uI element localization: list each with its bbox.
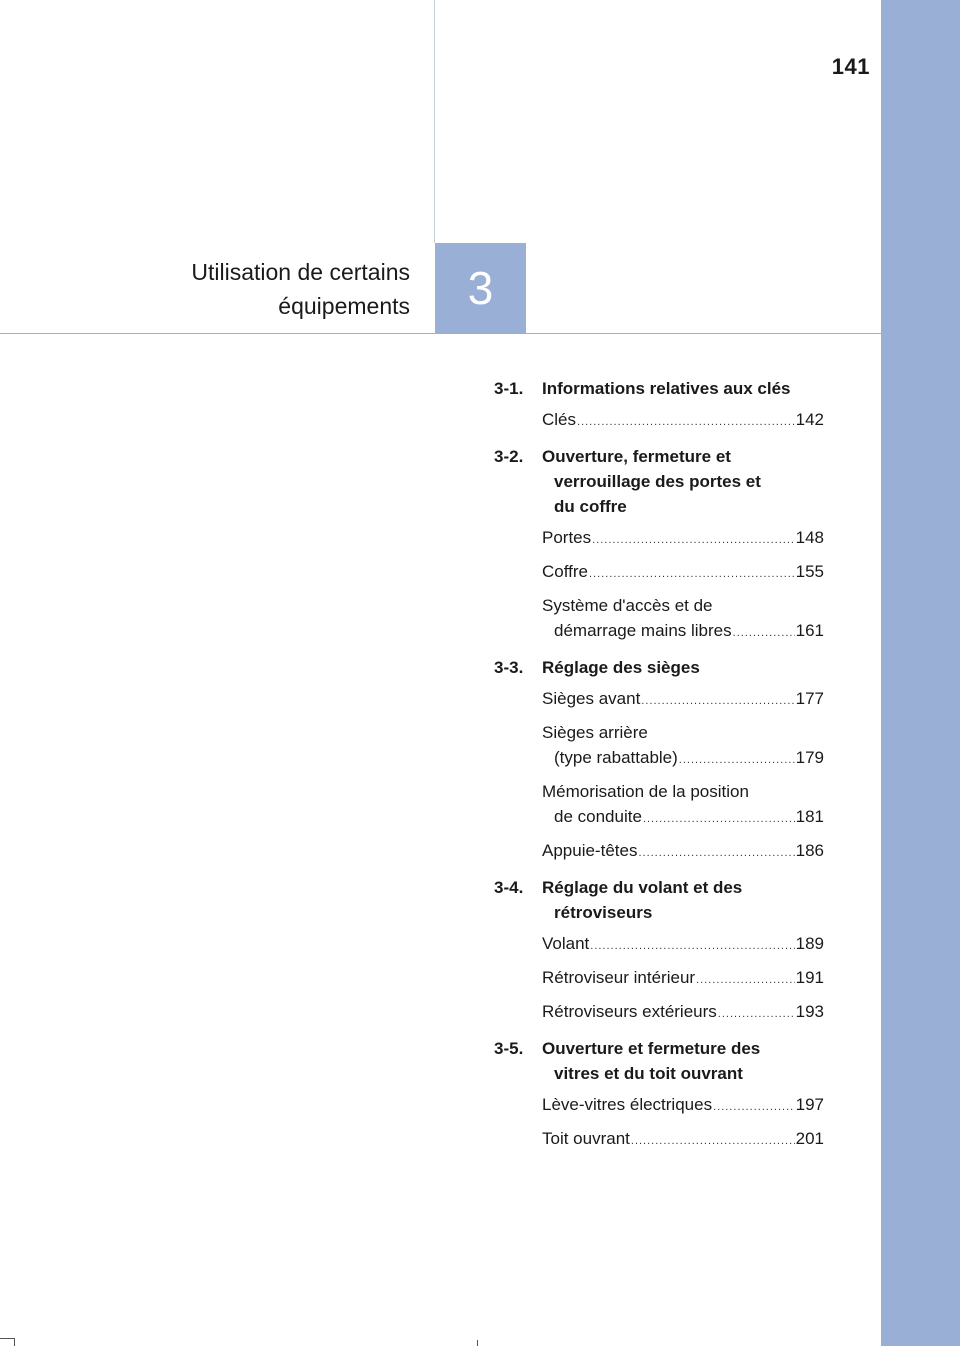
section-number: 3-2. [494,447,524,466]
toc-entry-line [542,931,824,959]
toc-entry[interactable] [542,407,824,435]
toc-entry[interactable] [542,999,824,1027]
toc-entry-page: 191 [795,968,824,987]
dot-leader [733,621,795,646]
toc-entry-line [542,686,824,714]
toc-entry-line [542,965,824,993]
toc-entry-line [542,559,824,587]
section-heading [494,655,824,680]
toc-entry-label: Portes [542,528,592,547]
crop-mark [477,1340,478,1346]
toc-entry-line [542,745,824,773]
toc-entry-line [542,525,824,553]
toc-entry-page: 142 [795,410,824,429]
toc-section [494,444,824,646]
toc-entry-line [542,1126,824,1154]
chapter-title-line: Utilisation de certains [191,259,410,285]
table-of-contents [494,376,824,1163]
section-title-line: Ouverture, fermeture et [542,447,731,466]
toc-entry-label: Appuie-têtes [542,841,638,860]
section-title-line: du coffre [554,497,627,516]
toc-section [494,376,824,435]
toc-entry[interactable] [542,931,824,959]
chapter-title [140,255,410,323]
dot-leader [589,562,795,587]
toc-entry-page: 197 [795,1095,824,1114]
section-title [542,655,824,680]
dot-leader [577,410,795,435]
toc-entry-page: 201 [795,1129,824,1148]
section-title-line: Réglage du volant et des [542,878,743,897]
dot-leader [643,807,795,832]
toc-entry-label: de conduite [554,807,642,826]
toc-entry-page: 186 [795,841,824,860]
section-number: 3-5. [494,1039,524,1058]
toc-entry-page: 148 [795,528,824,547]
section-title-line: Ouverture et fermeture des [542,1039,761,1058]
toc-entry[interactable] [542,720,824,773]
toc-entry-label: (type rabattable) [554,748,678,767]
dot-leader [631,1129,795,1154]
section-title-line: vitres et du toit ouvrant [554,1064,743,1083]
toc-entry-label: Coffre [542,562,588,581]
toc-entry-label: Toit ouvrant [542,1129,630,1148]
toc-entry[interactable] [542,1126,824,1154]
dot-leader [641,689,794,714]
toc-section [494,1036,824,1154]
toc-entry-page: 189 [795,934,824,953]
toc-entry-label: Clés [542,410,577,429]
crop-mark [0,1338,14,1339]
section-number: 3-3. [494,658,524,677]
toc-section [494,655,824,866]
toc-entry-page: 181 [795,807,824,826]
toc-entry-line [542,1092,824,1120]
toc-entry-label: Rétroviseurs extérieurs [542,1002,717,1021]
toc-entry-label: Lève-vitres électriques [542,1095,713,1114]
toc-entry-page: 179 [795,748,824,767]
crop-mark [14,1338,15,1346]
toc-entry[interactable] [542,686,824,714]
toc-entry[interactable] [542,779,824,832]
dot-leader [696,968,795,993]
toc-entry-page: 161 [795,621,824,640]
dot-leader [713,1095,795,1120]
toc-entry[interactable] [542,559,824,587]
toc-entry-line [542,838,824,866]
section-heading [494,875,824,925]
toc-entry[interactable] [542,838,824,866]
toc-entry-line [542,999,824,1027]
header-horizontal-rule [0,333,881,334]
toc-entry-line [542,804,824,832]
section-title [542,1036,824,1086]
toc-section [494,875,824,1027]
dot-leader [590,934,794,959]
toc-entry[interactable] [542,593,824,646]
section-heading [494,1036,824,1086]
toc-entry-page: 177 [795,689,824,708]
dot-leader [718,1002,795,1027]
toc-entry-label: Volant [542,934,590,953]
header-vertical-rule [434,0,435,243]
section-title-line: verrouillage des portes et [554,472,761,491]
section-title [542,444,824,519]
toc-entry-page: 193 [795,1002,824,1021]
dot-leader [592,528,794,553]
toc-entry[interactable] [542,1092,824,1120]
toc-entry-line [542,618,824,646]
toc-entry-label: Sièges arrière [542,723,648,742]
section-title-line: Réglage des sièges [542,658,700,677]
section-number: 3-4. [494,878,524,897]
section-title [542,376,824,401]
toc-entry-label: démarrage mains libres [554,621,732,640]
chapter-side-tab [881,0,960,1346]
toc-entry-label: Rétroviseur intérieur [542,968,696,987]
dot-leader [679,748,795,773]
page-number: 141 [831,54,870,79]
toc-entry[interactable] [542,525,824,553]
section-title-line: rétroviseurs [554,903,653,922]
toc-entry-label: Sièges avant [542,689,641,708]
section-heading [494,444,824,519]
dot-leader [638,841,794,866]
toc-entry-line [542,407,824,435]
section-title [542,875,824,925]
chapter-title-line: équipements [278,293,410,319]
section-title-line: Informations relatives aux clés [542,379,791,398]
chapter-number-box [435,243,526,333]
section-heading [494,376,824,401]
section-number: 3-1. [494,379,524,398]
toc-entry-label: Système d'accès et de [542,596,713,615]
chapter-number: 3 [467,262,494,314]
toc-entry[interactable] [542,965,824,993]
toc-entry-page: 155 [795,562,824,581]
toc-entry-label: Mémorisation de la position [542,782,749,801]
